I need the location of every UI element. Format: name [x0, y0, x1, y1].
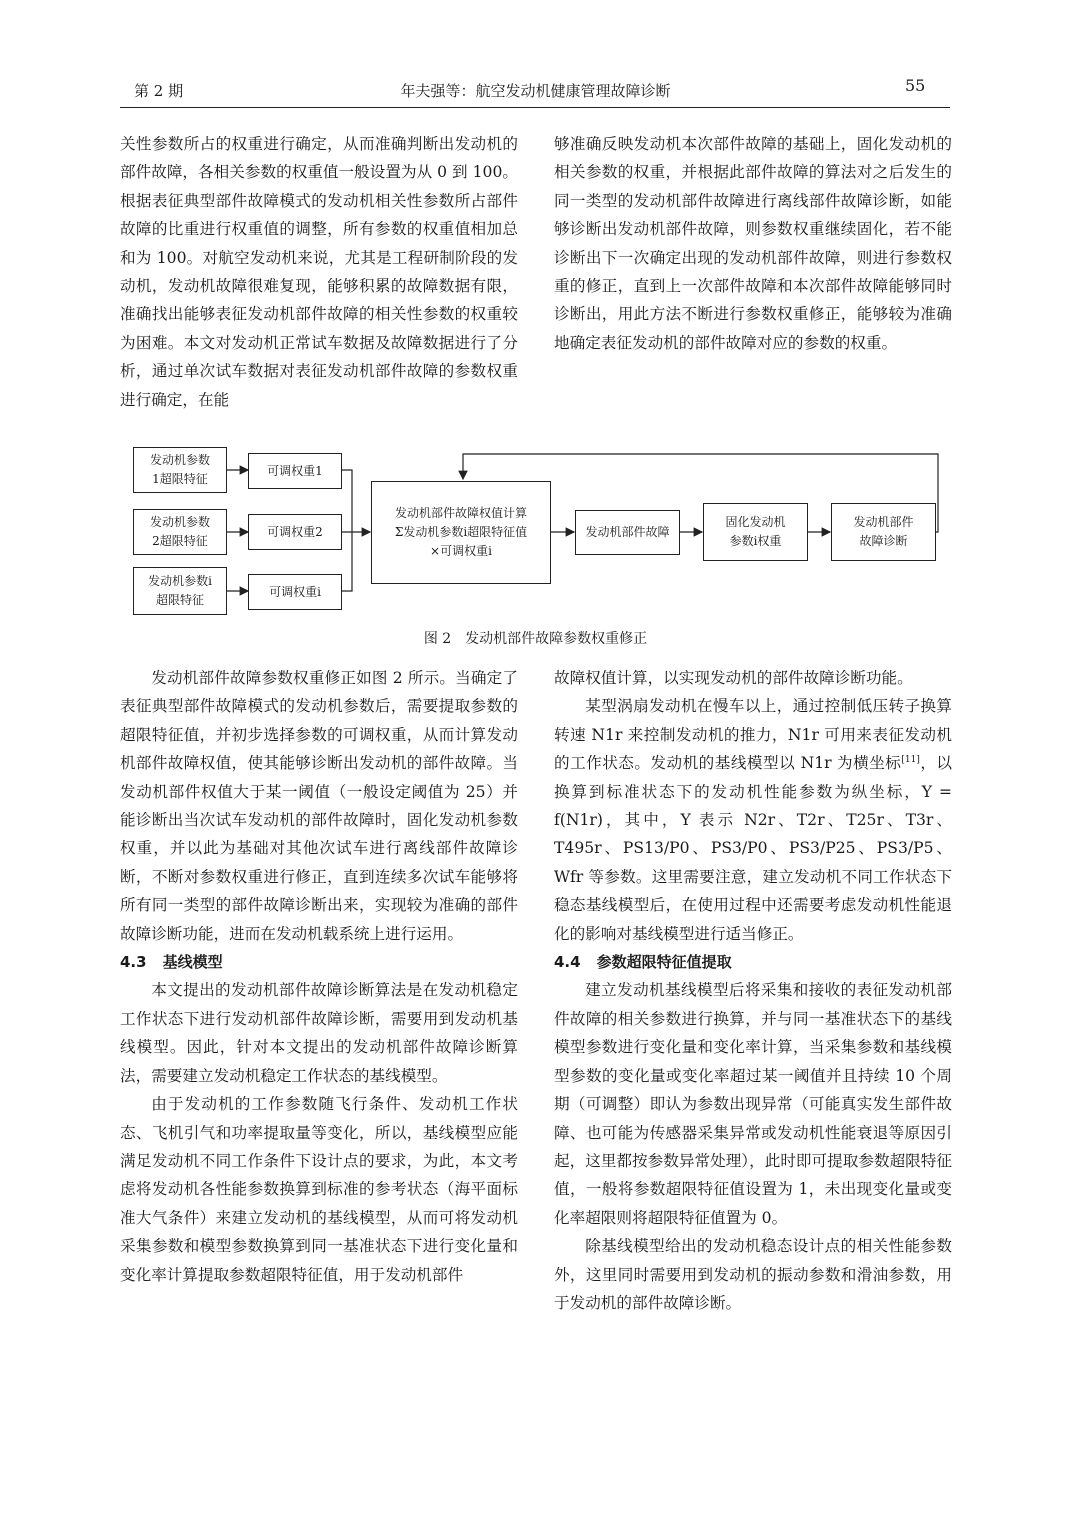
page-number: 55 [905, 76, 926, 95]
paragraph-baseline-intro: 本文提出的发动机部件故障诊断算法是在发动机稳定工作状态下进行发动机部件故障诊断，需要用到发动机基线模型。因此，针对本文提出的发动机部件故障诊断算法，需要建立发动机稳定工作状态的基线模型。 [120, 981, 518, 1085]
paragraph-figure-description: 发动机部件故障参数权重修正如图 2 所示。当确定了表征典型部件故障模式的发动机参数后，需要提取参数的超限特征值，并初步选择参数的可调权重，从而计算发动机部件故障权值，使其能够诊断出发动机的部件故障。当发动机部件权值大于某一阈值（一般设定阈值为 25）并能诊断出当次试车发动机的部件故障时，固化发动机参数权重，并以此为基础对其他次试车进行离线部件故障诊断，不断对参数权重进行修正，直到连续多次试车能够将所有同一类型的部件故障诊断出来，实现较为准确的部件故障诊断功能，进而在发动机载系统上进行运用。 [120, 669, 518, 943]
top-left-paragraph: 关性参数所占的权重进行确定，从而准确判断出发动机的部件故障，各相关参数的权重值一般设置为从 0 到 100。根据表征典型部件故障模式的发动机相关性参数所占部件故障的比重进行权重值的调整，所有参数的权重值相加总和为 100。对航空发动机来说，尤其是工程研制阶段的发动机，发动机故障很难复现，能够积累的故障数据有限，准确找出能够表征发动机部件故障的相关性参数的权重较为困难。本文对发动机正常试车数据及故障数据进行了分析，通过单次试车数据对表征发动机部件故障的参数权重进行确定，在能 [120, 135, 518, 409]
bottom-left-column [120, 664, 518, 1289]
turbofan-text-a: 某型涡扇发动机在慢车以上，通过控制低压转子换算转速 N1r 来控制发动机的推力，N1r 可用来表征发动机的工作状态。发动机的基线模型以 N1r 为横坐标 [554, 697, 952, 773]
issue-number: 第 2 期 [134, 82, 184, 100]
section-title: 基线模型 [162, 953, 223, 972]
paragraph-turbofan [554, 692, 952, 948]
weight-2-box: 可调权重2 [248, 514, 342, 550]
param-i-box: 发动机参数i 超限特征 [133, 567, 227, 615]
bottom-right-column [554, 664, 952, 1317]
component-fault-box: 发动机部件故障 [575, 510, 680, 555]
fault-diagnosis-box: 发动机部件 故障诊断 [831, 503, 936, 561]
paragraph-feature-extraction: 建立发动机基线模型后将采集和接收的表征发动机部件故障的相关参数进行换算，并与同一基准状态下的基线模型参数进行变化量和变化率计算，当采集参数和基线模型参数的变化量或变化率超过某一阈值并且持续 10 个周期（可调整）即认为参数出现异常（可能真实发生部件故障、也可能为传感器采集异常或发动机性能衰退等原因引起，这里都按参数异常处理），此时即可提取参数超限特征值，一般将参数超限特征值设置为 1，未出现变化量或变化率超限则将超限特征值置为 0。 [554, 981, 952, 1227]
figure-caption: 图 2 发动机部件故障参数权重修正 [423, 631, 648, 647]
running-title: 年夫强等：航空发动机健康管理故障诊断 [400, 82, 671, 100]
paragraph-continuation: 故障权值计算，以实现发动机的部件故障诊断功能。 [554, 669, 913, 687]
weight-1-box: 可调权重1 [248, 453, 342, 489]
turbofan-text-b: ，以换算到标准状态下的发动机性能参数为纵坐标，Y = f(N1r)，其中，Y 表示 N2r、T2r、T25r、T3r、T495r、PS13/P0、PS3/P0、PS3/P25、PS3/P5、Wfr 等参数。这里需要注意，建立发动机不同工作状态下稳态基线模型后，在使用过程中还需要考虑发动机性能退化的影响对基线模型进行适当修正。 [554, 754, 952, 943]
weight-i-box: 可调权重i [248, 574, 342, 610]
citation-reference: [11] [901, 755, 920, 766]
section-number: 4.4 [554, 953, 581, 972]
fix-weight-box: 固化发动机 参数i权重 [703, 503, 808, 561]
paragraph-vibration-oil: 除基线模型给出的发动机稳态设计点的相关性能参数外，这里同时需要用到发动机的振动参数和滑油参数，用于发动机的部件故障诊断。 [554, 1237, 952, 1312]
top-right-paragraph: 够准确反映发动机本次部件故障的基础上，固化发动机的相关参数的权重，并根据此部件故障的算法对之后发生的同一类型的发动机部件故障进行离线部件故障诊断，如能够诊断出发动机部件故障，则参数权重继续固化，若不能诊断出下一次确定出现的发动机部件故障，则进行参数权重的修正，直到上一次部件故障和本次部件故障能够同时诊断出，用此方法不断进行参数权重修正，能够较为准确地确定表征发动机的部件故障对应的参数的权重。 [554, 135, 952, 352]
param-2-box: 发动机参数 2超限特征 [133, 509, 227, 555]
section-number: 4.3 [120, 953, 147, 972]
section-heading-4-3 [120, 948, 518, 976]
connector-weighti-calc [342, 532, 352, 591]
section-title: 参数超限特征值提取 [596, 953, 732, 972]
connector-weight1-calc [342, 470, 352, 532]
param-1-box: 发动机参数 1超限特征 [133, 447, 227, 493]
weight-calc-box: 发动机部件故障权值计算 Σ发动机参数i超限特征值 ×可调权重i [371, 481, 551, 584]
paragraph-baseline-detail: 由于发动机的工作参数随飞行条件、发动机工作状态、飞机引气和功率提取量等变化，所以，基线模型应能满足发动机不同工作条件下设计点的要求，为此，本文考虑将发动机各性能参数换算到标准的参考状态（海平面标准大气条件）来建立发动机的基线模型，从而可将发动机采集参数和模型参数换算到同一基准状态下进行变化量和变化率计算提取参数超限特征值，用于发动机部件 [120, 1095, 518, 1284]
section-heading-4-4 [554, 948, 952, 976]
